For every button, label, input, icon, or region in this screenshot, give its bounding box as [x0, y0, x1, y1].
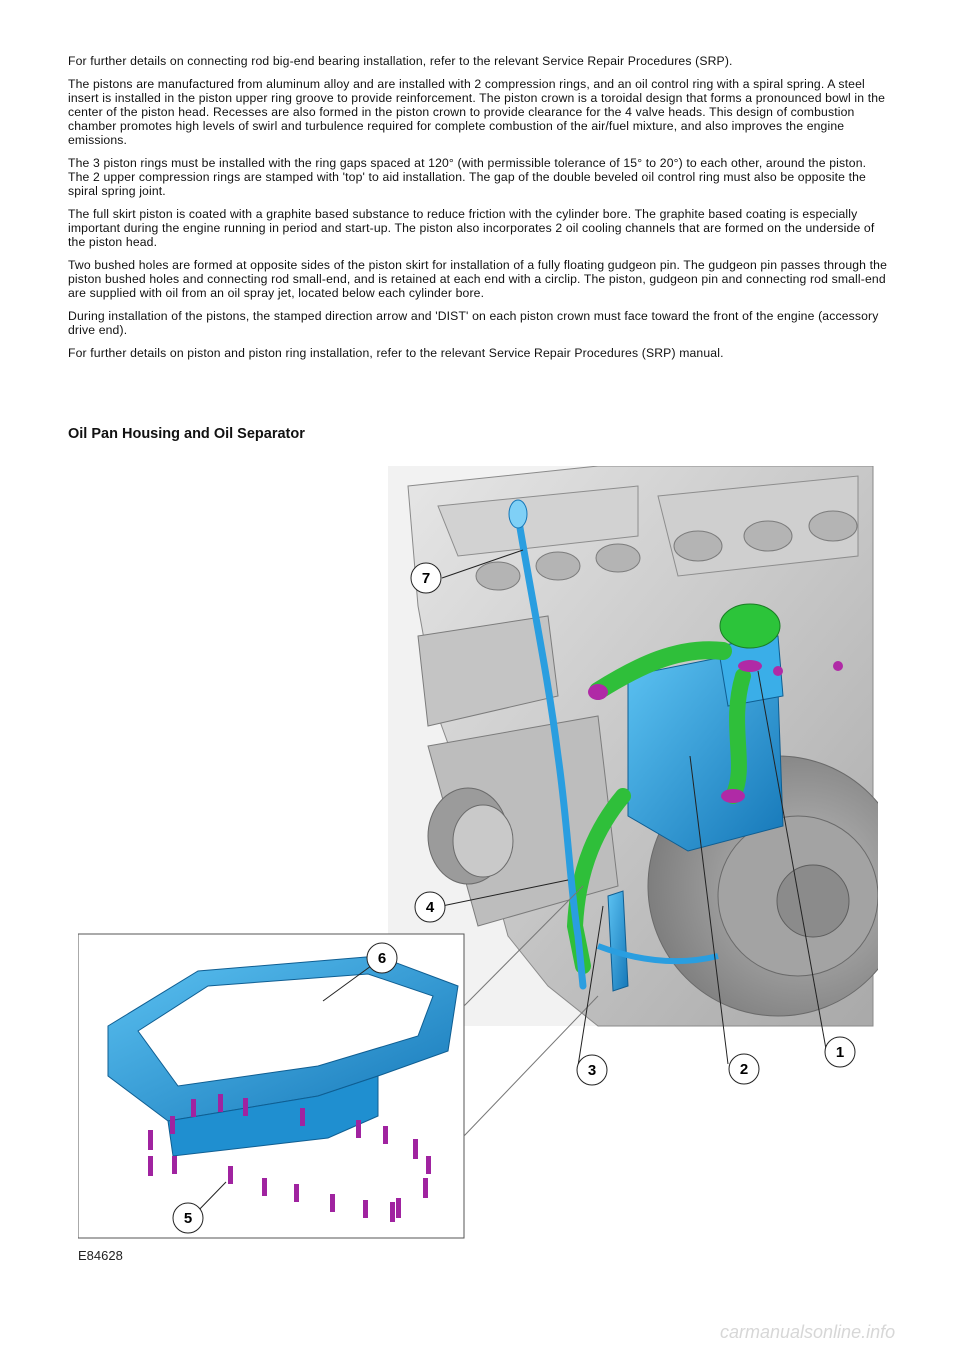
paragraph: The full skirt piston is coated with a graphite based substance to reduce friction with the cylinder bore. The graphite based coating is especially important during the engine running in period and start-up. The piston also incorporates 2 oil cooling channels that are formed on the underside of the piston head. — [68, 207, 875, 249]
paragraph: During installation of the pistons, the stamped direction arrow and 'DIST' on each piston crown must face toward the front of the engine (accessory drive end). — [68, 309, 879, 337]
svg-text:5: 5 — [183, 1210, 193, 1227]
oil-pan-illustration — [78, 466, 878, 1246]
svg-text:4: 4 — [425, 899, 435, 916]
callout-1 — [825, 1037, 855, 1067]
paragraph: Two bushed holes are formed at opposite sides of the piston skirt for installation of a fully floating gudgeon pin. The gudgeon pin passes through the piston bushed holes and connecting rod small-end, and is retained at each end with a circlip. The piston, gudgeon pin and connecting rod small-end are supplied with oil from an oil spray jet, located below each cylinder bore. — [68, 258, 888, 300]
paragraph: The 3 piston rings must be installed with the ring gaps spaced at 120° (with permissible tolerance of 15° to 20°) to each other, around the piston. The 2 upper compression rings are stamped with 'top' to aid installation. The gap of the double beveled oil control ring must also be opposite the spiral spring joint. — [68, 156, 867, 198]
watermark: carmanualsonline.info — [720, 1322, 896, 1342]
svg-text:7: 7 — [421, 570, 431, 587]
svg-text:1: 1 — [835, 1044, 845, 1061]
callout-4 — [415, 892, 445, 922]
paragraph: The pistons are manufactured from aluminum alloy and are installed with 2 compression rings, and an oil control ring with a spiral spring. A steel insert is installed in the piston upper ring groove to provide reinforcement. The piston crown is a toroidal design that forms a pronounced bowl in the center of the piston head. Recesses are also formed in the piston crown to provide clearance for the 4 valve heads. This design of combustion chamber promotes high levels of swirl and turbulence required for complete combustion of the air/fuel mixture, and also improves the engine emissions. — [68, 77, 886, 147]
figure-id: E84628 — [78, 1248, 123, 1263]
callout-3 — [577, 1055, 607, 1085]
callout-7 — [411, 563, 441, 593]
illustration-svg — [78, 466, 878, 1246]
callout-6 — [367, 943, 397, 973]
section-heading: Oil Pan Housing and Oil Separator — [68, 426, 305, 442]
callout-5 — [173, 1203, 203, 1233]
paragraph: For further details on piston and piston ring installation, refer to the relevant Service Repair Procedures (SRP) manual. — [68, 346, 724, 360]
svg-text:6: 6 — [377, 950, 387, 967]
paragraph: For further details on connecting rod big-end bearing installation, refer to the relevant Service Repair Procedures (SRP). — [68, 54, 733, 68]
callout-2 — [729, 1054, 759, 1084]
svg-text:3: 3 — [587, 1062, 597, 1079]
body-text — [68, 54, 890, 369]
svg-text:2: 2 — [739, 1061, 749, 1078]
